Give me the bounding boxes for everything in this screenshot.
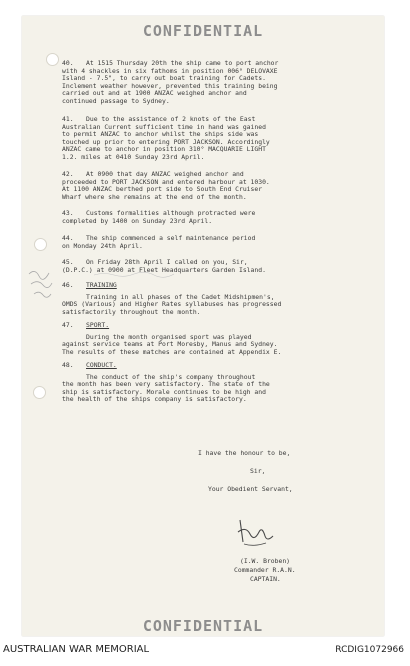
paragraph-line: (D.P.C.) at 0900 at Fleet Headquarters Garden Island. (62, 265, 266, 274)
paragraph-line: During the month organised sport was played (86, 332, 252, 341)
archive-footer (0, 640, 410, 666)
paragraph-line: Island - 7.5", to carry out boat training for Cadets. (62, 74, 266, 83)
paragraph-line: At 1100 ANZAC berthed port side to South End Cruiser (62, 185, 263, 194)
paragraph-number: 46. (62, 281, 74, 289)
paragraph-line: 41. Due to the assistance of 2 knots of the East (62, 115, 256, 123)
paragraph-line: touched up prior to entering PORT JACKSON. Accordingly (62, 137, 270, 146)
paragraph-line: Training in all phases of the Cadet Midshipmen's, (86, 292, 275, 301)
section-heading-training: TRAINING (86, 281, 117, 289)
punch-hole (46, 53, 59, 66)
section-heading-conduct: CONDUCT. (86, 361, 117, 369)
signatory-name: (I.W. Broben) (240, 557, 291, 565)
archive-name: AUSTRALIAN WAR MEMORIAL (3, 644, 150, 655)
paragraph-number: 45. (62, 258, 74, 266)
paragraph-43 (62, 210, 362, 225)
paragraph-number: 41. (62, 115, 74, 123)
record-id: RCDIG1072966 (335, 645, 404, 655)
paragraph-line: ANZAC came to anchor in position 310° MACQUARIE LIGHT (62, 145, 266, 154)
paragraph-line: the health of the ships company is satisfactory. (62, 395, 247, 404)
paragraph-number: 42. (62, 170, 74, 178)
paragraph-line: on Monday 24th April. (62, 241, 143, 250)
paragraph-number: 47. (62, 321, 74, 329)
paragraph-line: continued passage to Sydney. (62, 96, 170, 105)
paragraph-number: 43. (62, 209, 74, 217)
paragraph-line: satisfactorily throughout the month. (62, 307, 201, 316)
paragraph-line: completed by 1400 on Sunday 23rd April. (62, 216, 213, 225)
paragraph-line: OMDS (Various) and Higher Rates syllabuses has progressed (62, 300, 282, 309)
section-heading-sport: SPORT. (86, 321, 110, 329)
paragraph-line: 43. Customs formalities although protracted were (62, 209, 256, 217)
paragraph-line (62, 362, 362, 370)
document-page (22, 16, 384, 636)
paragraph-number: 44. (62, 234, 74, 242)
paragraph-line: to permit ANZAC to anchor whilst the ships side was (62, 130, 259, 139)
closing-servant: Your Obedient Servant, (208, 485, 293, 493)
paragraph-line (62, 322, 362, 330)
paragraph-40 (62, 60, 362, 106)
paragraph-41 (62, 116, 362, 162)
paragraph-line: ship is satisfactory. Morale continues to be high and (62, 387, 266, 396)
classification-stamp-top: CONFIDENTIAL (142, 22, 264, 40)
paragraph-44 (62, 235, 362, 250)
punch-hole (34, 238, 47, 251)
paragraph-number: 40. (62, 59, 74, 67)
paragraph-line: The results of these matches are contained at Appendix E. (62, 347, 282, 356)
paragraph-line: 44. The ship commenced a self maintenance period (62, 234, 256, 242)
paragraph-42 (62, 171, 362, 201)
paragraph-line: proceeded to PORT JACKSON and entered harbour at 1030. (62, 177, 270, 186)
paragraph-line: the month has been very satisfactory. The state of the (62, 380, 270, 389)
paragraph-line: with 4 shackles in six fathoms in position 006° DELOVAXE (62, 66, 278, 75)
signatory-rank: Commander R.A.N. (234, 566, 296, 574)
classification-stamp-bottom: CONFIDENTIAL (142, 617, 264, 635)
margin-handwriting (26, 264, 60, 308)
faint-annotation (92, 270, 182, 278)
punch-hole (33, 386, 46, 399)
handwritten-signature (234, 516, 274, 550)
paragraph-line: 40. At 1515 Thursday 20th the ship came to port anchor (62, 59, 279, 67)
paragraph-47 (62, 322, 362, 356)
paragraph-line: against service teams at Port Moresby, Manus and Sydney. (62, 340, 278, 349)
closing-sir: Sir, (250, 467, 266, 475)
paragraph-46 (62, 282, 362, 316)
paragraph-line: carried out and at 1900 ANZAC weighed anchor and (62, 89, 247, 98)
closing-honour: I have the honour to be, (198, 449, 291, 457)
paragraph-line: Inclement weather however, prevented this training being (62, 81, 278, 90)
paragraph-line: Wharf where she remains at the end of the month. (62, 192, 247, 201)
paragraph-line (62, 282, 362, 290)
paragraph-48 (62, 362, 362, 404)
paragraph-line: The conduct of the ship's company throughout (86, 372, 256, 381)
paragraph-line: Australian Current sufficient time in hand was gained (62, 122, 266, 131)
paragraph-line: 45. On Friday 28th April I called on you, Sir, (62, 258, 248, 266)
paragraph-line: 1.2. miles at 0410 Sunday 23rd April. (62, 152, 205, 161)
paragraph-line: 42. At 0900 that day ANZAC weighed anchor and (62, 170, 244, 178)
signatory-title: CAPTAIN. (250, 575, 281, 583)
paragraph-number: 48. (62, 361, 74, 369)
